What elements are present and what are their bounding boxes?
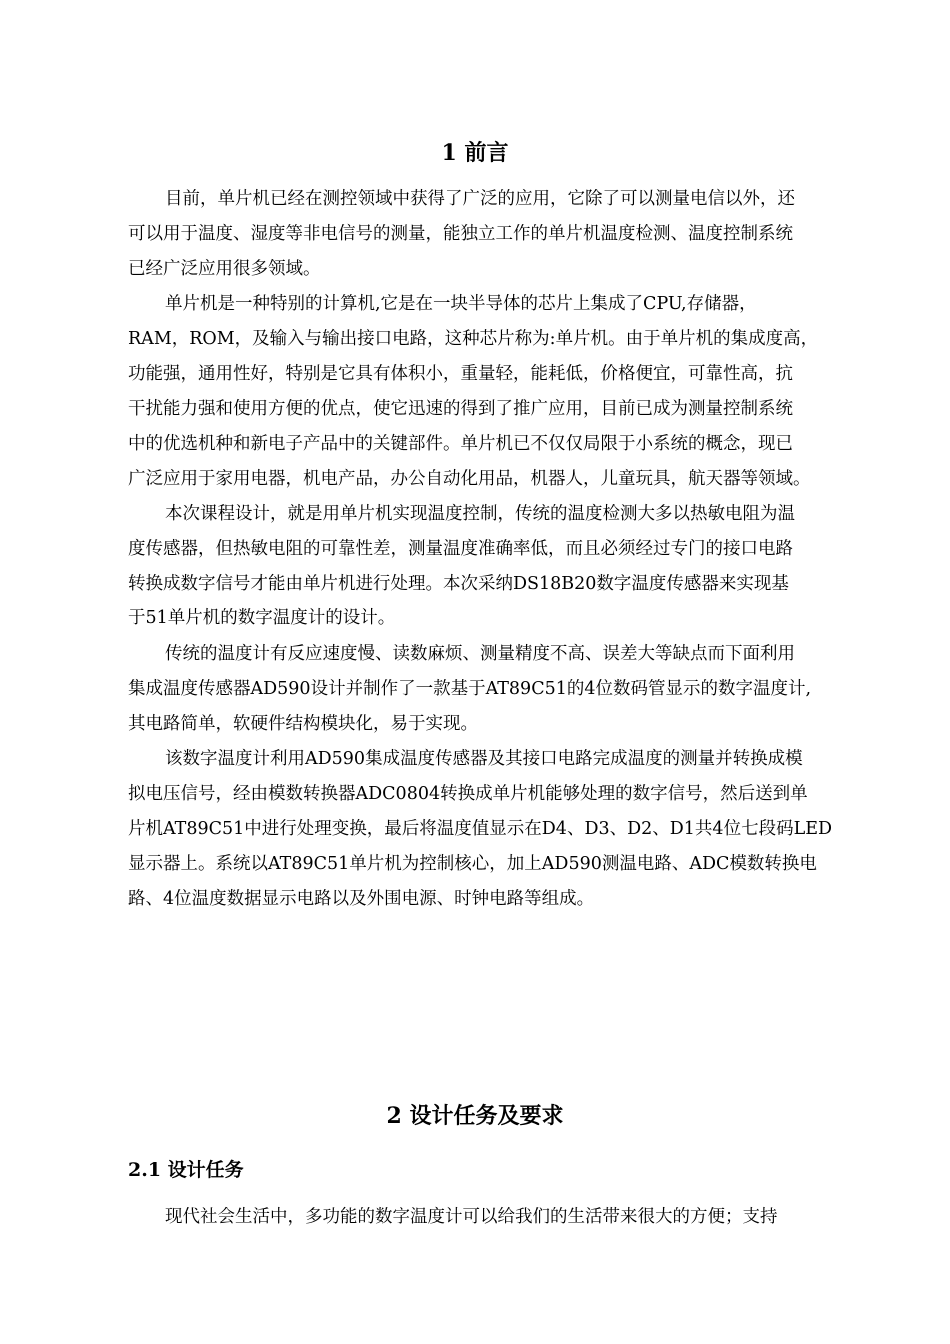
subsection-2-1-heading: 2.1 设计任务	[128, 1159, 244, 1181]
paragraph-line: 片机AT89C51中进行处理变换，最后将温度值显示在D4、D3、D2、D1共4位七段码LED	[128, 819, 832, 839]
paragraph-line: 已经广泛应用很多领域。	[128, 259, 321, 279]
paragraph-line: 该数字温度计利用AD590集成温度传感器及其接口电路完成温度的测量并转换成模	[165, 749, 803, 769]
paragraph-line: 路、4位温度数据显示电路以及外围电源、时钟电路等组成。	[128, 889, 595, 909]
paragraph-line: 可以用于温度、湿度等非电信号的测量，能独立工作的单片机温度检测、温度控制系统	[128, 224, 793, 244]
paragraph-line: 传统的温度计有反应速度慢、读数麻烦、测量精度不高、误差大等缺点而下面利用	[165, 644, 795, 664]
paragraph-line: 集成温度传感器AD590设计并制作了一款基于AT89C51的4位数码管显示的数字温度计,	[128, 679, 812, 699]
paragraph-line: 功能强，通用性好，特别是它具有体积小，重量轻，能耗低，价格便宜，可靠性高，抗	[128, 364, 793, 384]
paragraph-line: 显示器上。系统以AT89C51单片机为控制核心，加上AD590测温电路、ADC模数转换电	[128, 854, 817, 874]
paragraph-line: 目前，单片机已经在测控领域中获得了广泛的应用，它除了可以测量电信以外，还	[165, 189, 795, 209]
paragraph-line: 度传感器，但热敏电阻的可靠性差，测量温度准确率低，而且必须经过专门的接口电路	[128, 539, 793, 559]
paragraph-line: 其电路简单，软硬件结构模块化，易于实现。	[128, 714, 478, 734]
paragraph-line: RAM，ROM，及输入与输出接口电路，这种芯片称为:单片机。由于单片机的集成度高，	[128, 329, 819, 349]
paragraph-line: 干扰能力强和使用方便的优点，使它迅速的得到了推广应用，目前已成为测量控制系统	[128, 399, 793, 419]
paragraph-line: 本次课程设计，就是用单片机实现温度控制，传统的温度检测大多以热敏电阻为温	[165, 504, 795, 524]
paragraph-line: 拟电压信号，经由模数转换器ADC0804转换成单片机能够处理的数字信号，然后送到单	[128, 784, 808, 804]
paragraph-line: 于51单片机的数字温度计的设计。	[128, 608, 396, 628]
section-2-heading: 2 设计任务及要求	[386, 1103, 564, 1129]
paragraph-line: 现代社会生活中，多功能的数字温度计可以给我们的生活带来很大的方便；支持	[165, 1207, 778, 1227]
paragraph-line: 中的优选机种和新电子产品中的关键部件。单片机已不仅仅局限于小系统的概念，现已	[128, 434, 793, 454]
section-1-heading: 1 前言	[441, 140, 509, 166]
paragraph-line: 单片机是一种特别的计算机,它是在一块半导体的芯片上集成了CPU,存储器，	[165, 294, 757, 314]
paragraph-line: 转换成数字信号才能由单片机进行处理。本次采纳DS18B20数字温度传感器来实现基	[128, 574, 789, 594]
paragraph-line: 广泛应用于家用电器，机电产品，办公自动化用品，机器人，儿童玩具，航天器等领域。	[128, 469, 811, 489]
